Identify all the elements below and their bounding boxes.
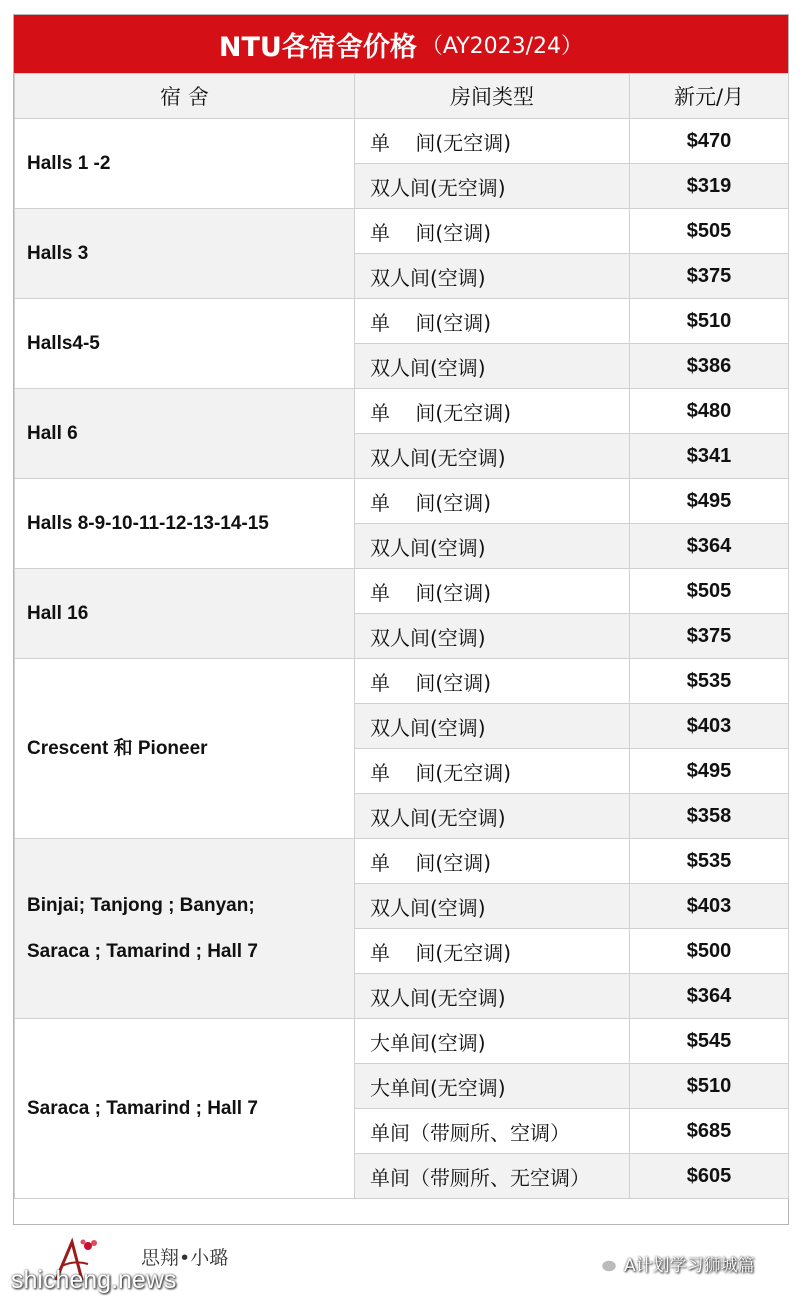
price-cell: $685: [630, 1109, 789, 1154]
room-type-cell: 单 间(无空调): [355, 929, 630, 974]
hall-name-cell: [15, 1019, 355, 1199]
price-cell: $505: [630, 209, 789, 254]
table-body: [15, 119, 789, 1199]
price-table-card: [13, 14, 789, 1225]
room-type-cell: 单 间(空调): [355, 659, 630, 704]
price-cell: $403: [630, 704, 789, 749]
hall-name: Hall 6: [27, 422, 78, 444]
room-type-cell: 大单间(空调): [355, 1019, 630, 1064]
price-cell: $470: [630, 119, 789, 164]
hall-name-cell: [15, 569, 355, 659]
room-type-cell: 双人间(空调): [355, 884, 630, 929]
hall-name: Halls 8-9-10-11-12-13-14-15: [27, 512, 269, 534]
hall-name-cell: [15, 299, 355, 389]
hall-name: Halls4-5: [27, 332, 100, 354]
room-type-cell: 单间（带厕所、空调）: [355, 1109, 630, 1154]
price-cell: $364: [630, 524, 789, 569]
room-type-cell: 单 间(无空调): [355, 119, 630, 164]
table-row: [15, 839, 789, 884]
room-type-cell: 大单间(无空调): [355, 1064, 630, 1109]
hall-name: Saraca ; Tamarind ; Hall 7: [27, 940, 258, 962]
hall-name: Hall 16: [27, 602, 89, 624]
price-cell: $375: [630, 614, 789, 659]
table-row: [15, 389, 789, 434]
room-type-cell: 双人间(无空调): [355, 434, 630, 479]
price-cell: $403: [630, 884, 789, 929]
room-type-cell: 单 间(空调): [355, 569, 630, 614]
price-cell: $510: [630, 1064, 789, 1109]
hall-name: Binjai; Tanjong ; Banyan;: [27, 894, 255, 916]
room-type-cell: 单 间(空调): [355, 299, 630, 344]
price-cell: $535: [630, 659, 789, 704]
room-type-cell: 双人间(无空调): [355, 164, 630, 209]
price-cell: $510: [630, 299, 789, 344]
room-type-cell: 双人间(无空调): [355, 794, 630, 839]
page-title: NTU各宿舍价格: [218, 31, 417, 63]
hall-name: Halls 1 -2: [27, 152, 111, 174]
table-row: [15, 1019, 789, 1064]
price-cell: $545: [630, 1019, 789, 1064]
room-type-cell: 单 间(空调): [355, 479, 630, 524]
room-type-cell: 双人间(无空调): [355, 974, 630, 1019]
table-row: [15, 119, 789, 164]
room-type-cell: 单 间(空调): [355, 839, 630, 884]
room-type-cell: 双人间(空调): [355, 254, 630, 299]
hall-name: Crescent 和 Pioneer: [27, 737, 208, 759]
footer-brand: 思翔•小璐: [141, 1247, 229, 1269]
price-table: [14, 73, 789, 1199]
table-row: [15, 569, 789, 614]
room-type-cell: 单间（带厕所、无空调）: [355, 1154, 630, 1199]
price-cell: $358: [630, 794, 789, 839]
site-watermark: shicheng.news: [11, 1266, 177, 1294]
hall-name-cell: [15, 389, 355, 479]
hall-name-cell: [15, 119, 355, 209]
price-cell: $375: [630, 254, 789, 299]
header-hall: 宿 舍: [15, 74, 355, 119]
table-row: [15, 299, 789, 344]
price-cell: $364: [630, 974, 789, 1019]
hall-name: Saraca ; Tamarind ; Hall 7: [27, 1097, 258, 1119]
table-row: [15, 659, 789, 704]
price-cell: $319: [630, 164, 789, 209]
table-row: [15, 479, 789, 524]
room-type-cell: 双人间(空调): [355, 344, 630, 389]
hall-name-cell: [15, 659, 355, 839]
room-type-cell: 单 间(空调): [355, 209, 630, 254]
price-cell: $505: [630, 569, 789, 614]
price-cell: $495: [630, 479, 789, 524]
room-type-cell: 双人间(空调): [355, 524, 630, 569]
hall-name: Halls 3: [27, 242, 89, 264]
hall-name-cell: [15, 839, 355, 1019]
price-cell: $500: [630, 929, 789, 974]
page-subtitle: （AY2023/24）: [420, 33, 584, 59]
room-type-cell: 单 间(无空调): [355, 749, 630, 794]
room-type-cell: 双人间(空调): [355, 704, 630, 749]
table-header-row: [15, 74, 789, 119]
room-type-cell: 单 间(无空调): [355, 389, 630, 434]
footer-account: A计划学习狮城篇: [624, 1256, 755, 1276]
wechat-icon: [592, 1252, 618, 1274]
hall-name-cell: [15, 209, 355, 299]
price-cell: $341: [630, 434, 789, 479]
title-bar: [14, 15, 788, 73]
price-cell: $386: [630, 344, 789, 389]
hall-name-cell: [15, 479, 355, 569]
header-price: 新元/月: [630, 74, 789, 119]
header-room-type: 房间类型: [355, 74, 630, 119]
room-type-cell: 双人间(空调): [355, 614, 630, 659]
price-cell: $480: [630, 389, 789, 434]
price-cell: $605: [630, 1154, 789, 1199]
table-row: [15, 209, 789, 254]
price-cell: $495: [630, 749, 789, 794]
price-cell: $535: [630, 839, 789, 884]
